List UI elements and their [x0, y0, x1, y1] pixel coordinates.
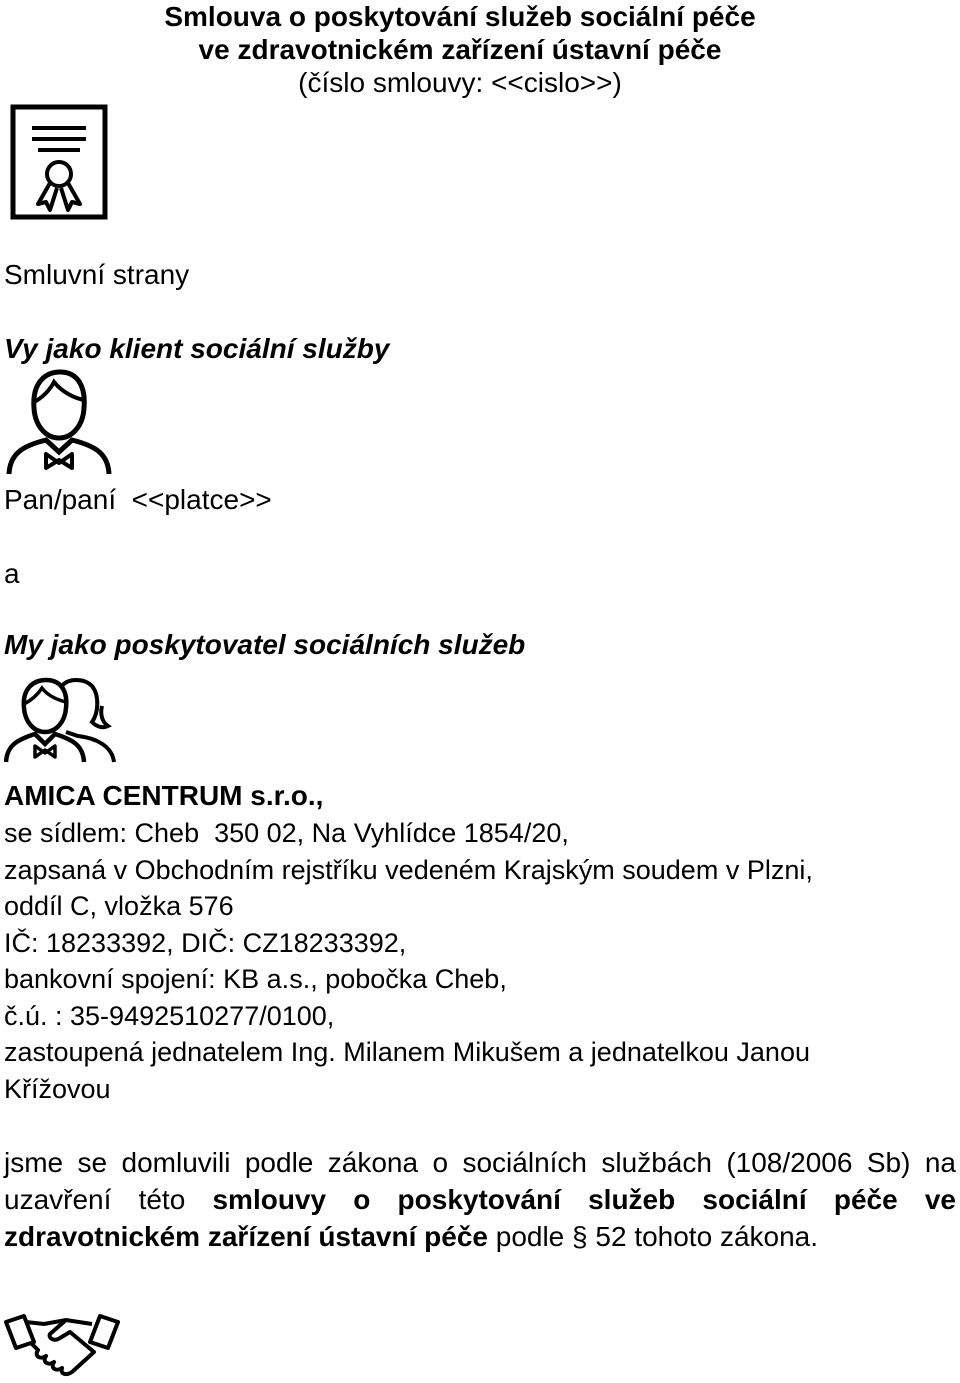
person-icon	[6, 368, 112, 476]
provider-address: se sídlem: Cheb 350 02, Na Vyhlídce 1854/20,	[4, 818, 569, 848]
contract-number: (číslo smlouvy: <<cislo>>)	[298, 67, 622, 98]
handshake-icon	[4, 1312, 120, 1380]
provider-representatives: zastoupená jednatelem Ing. Milanem Mikušem a jednatelkou Janou	[4, 1037, 810, 1067]
two-people-icon	[4, 676, 120, 764]
provider-representatives-cont: Křížovou	[4, 1073, 111, 1104]
agreement-text-after: podle § 52 tohoto zákona.	[487, 1221, 819, 1252]
provider-registry: zapsaná v Obchodním rejstříku vedeném Krajským soudem v Plzni,	[4, 854, 813, 885]
client-name: Pan/paní <<platce>>	[4, 484, 272, 515]
client-heading: Vy jako klient sociální služby	[4, 333, 390, 364]
agreement-text-before: jsme se domluvili podle zákona o sociálních službách (108/2006 Sb) na uzavření této	[4, 1147, 956, 1215]
provider-section: oddíl C, vložka 576	[4, 891, 234, 921]
title-line-2: ve zdravotnickém zařízení ústavní péče	[198, 34, 722, 65]
provider-bank: bankovní spojení: KB a.s., pobočka Cheb,	[4, 964, 507, 994]
document-title	[0, 0, 920, 99]
provider-account: č.ú. : 35-9492510277/0100,	[4, 1000, 335, 1031]
provider-ids: IČ: 18233392, DIČ: CZ18233392,	[4, 927, 407, 958]
agreement-paragraph	[4, 1144, 956, 1255]
certificate-icon	[10, 104, 108, 220]
title-line-1: Smlouva o poskytování služeb sociální péče	[164, 1, 756, 32]
provider-heading: My jako poskytovatel sociálních služeb	[4, 629, 526, 660]
conjunction: a	[4, 558, 20, 589]
provider-name: AMICA CENTRUM s.r.o.,	[4, 780, 324, 811]
parties-heading: Smluvní strany	[4, 259, 190, 290]
provider-details	[4, 815, 813, 1107]
agreement-text-bold: smlouvy o poskytování služeb sociální péče ve zdravotnickém zařízení ústavní péče	[4, 1184, 956, 1252]
